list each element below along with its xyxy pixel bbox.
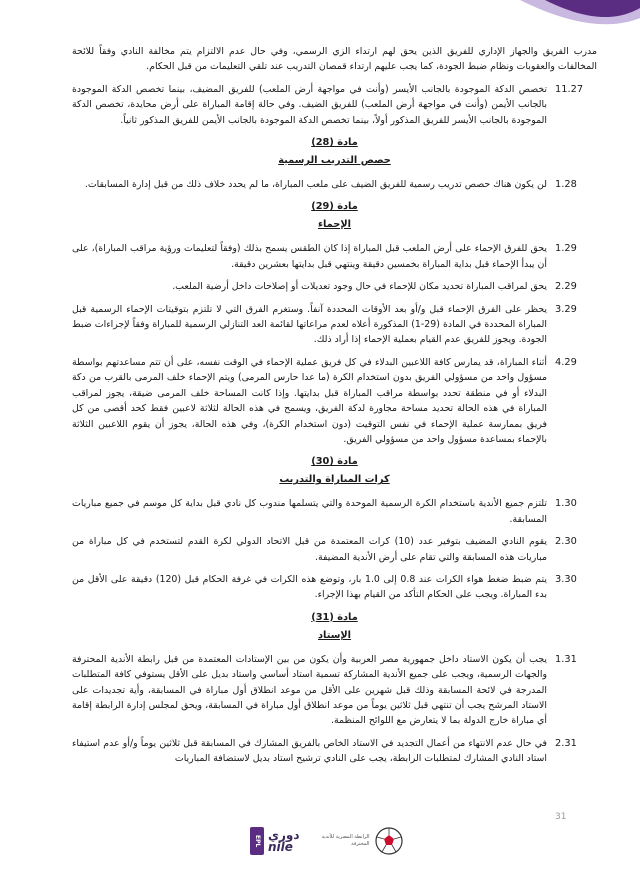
clause-text: في حال عدم الانتهاء من أعمال التجديد في الاستاد الخاص بالفريق المشارك في المسابقة قبل ثلاثين يوماً و/أو عدم استيفاء استاد النادي المشارك لمتطلبات الرابطة، يجب على النادي ترشيح استاد بديل لاستضافة المباريات [72, 737, 547, 765]
clause [72, 652, 597, 729]
clause [72, 302, 597, 348]
document-body [72, 44, 597, 774]
clause-number: 2.31 [555, 737, 577, 749]
clause-text: يحق للفرق الإحماء على أرض الملعب قبل المباراة إذا كان الطقس يسمح بذلك (وفقاً لتعليمات ورؤية مراقب المباراة)، على أن يبدأ الإحماء قبل بداية المباراة بخمسين دقيقة وينتهي قبل بدايتها بعشرين دقيقة. [72, 243, 547, 270]
clause-text: تخصص الدكة الموجودة بالجانب الأيسر (وأنت في مواجهة أرض الملعب) للفريق المضيف، بينما تخصص الدكة الموجودة بالجانب الأيمن (وأنت في مواجهة أرض الملعب) للفريق الضيف. وفي حالة إقامة المباراة على أرض محايدة، تخصص الدكة الموجودة بالجانب الأيسر للفريق المذكور أولاً، بينما تخصص الدكة الموجودة بالجانب الأيمن للفريق المذكور ثانياً. [72, 83, 547, 126]
article-heading: مادة (28) [311, 137, 358, 149]
clause [72, 241, 597, 272]
clause-number: 2.29 [555, 281, 577, 293]
clause-text: يقوم النادي المضيف بتوفير عدد (10) كرات المعتمدة من قبل الاتحاد الدولي لكرة القدم لتستخدم في كل مباراة من مباريات هذه المسابقة والتي تقام على أرض الأندية المضيفة. [72, 536, 548, 563]
clause-text: يحظر على الفرق الإحماء قبل و/أو بعد الأوقات المحددة آنفاً. وستغرم الفرق التي لا تلتزم بتوقيتات الإحماء الرسمية قبل المباراة المحددة في المادة (29-1) المذكورة أعلاه لعدم مراعاتها لقائمة العد التنازلي الرسمية للمباراة وفقاً لإجراءات ضبط الجودة. ويجوز للفريق عدم القيام بعملية الإحماء إذا أراد ذلك. [72, 303, 547, 346]
clause-text: يحق لمراقب المباراة تحديد مكان للإحماء في حال وجود تعديلات أو إصلاحات داخل أرضية الملعب. [172, 281, 547, 293]
footer-logos [250, 826, 404, 856]
page-number: 31 [555, 812, 567, 822]
clause [72, 82, 597, 128]
clause-number: 1.30 [555, 498, 577, 510]
clause-text: أثناء المباراة، قد يمارس كافة اللاعبين البدلاء في كل فريق عملية الإحماء في الوقت نفسه، على أن تتم مساعدتهم بواسطة مسؤول واحد من مسؤولي الفريق بدون استخدام الكرة (ما عدا حارس المرمى) ويتم الإحماء خلف المرمى بالقرب من دكة البدلاء أو في منطقة تحدد بواسطة مراقب المباراة قبل بدايتها. وإذا كانت المساحة خلف المرمى ضيقة، يجوز لمراقب المباراة في هذه الحالة تحديد مساحة مجاورة لدكة الفريق، ويسمح في هذه الحالة لثلاثة لاعبين فقط كحد أقصى من كل فريق بممارسة عملية الإحماء في نفس التوقيت (دون استخدام الكرة)، وفي هذه الحالة، يجوز أن يقوم اللاعبين الثلاثة بالإحماء بمساعدة مسؤول واحد من مسؤولي الفريق. [72, 356, 547, 445]
football-emblem-icon [374, 826, 404, 856]
league-name-arabic: دوري [268, 828, 300, 842]
clause-number: 11.27 [555, 83, 584, 95]
clause-number: 4.29 [555, 356, 577, 368]
clause-text: لن يكون هناك حصص تدريب رسمية للفريق الضيف على ملعب المباراة، ما لم يحدد خلاف ذلك من قبل إدارة المسابقات. [84, 179, 547, 191]
clause [72, 736, 597, 767]
article-title: الإستاد [318, 629, 351, 641]
intro-paragraph: مدرب الفريق والجهاز الإداري للفريق الذين يحق لهم ارتداء الزي الرسمي، وفي حال عدم الالتزام يتم مخالفة النادي وفقاً للائحة المخالفات والعقوبات ونظام ضبط الجودة، كما يجب عليهم ارتداء قمصان التدريب عند تلقي التعليمات من قبل الحكام. [72, 46, 597, 73]
league-badge: EPL [250, 827, 264, 855]
clause [72, 572, 597, 603]
league-logo [250, 827, 300, 855]
clause-text: تلتزم جميع الأندية باستخدام الكرة الرسمية الموحدة والتي يتسلمها مندوب كل نادي قبل بداية كل موسم في جميع مباريات المسابقة. [72, 498, 547, 525]
league-wordmark [268, 829, 300, 853]
clause-text: يجب أن يكون الاستاد داخل جمهورية مصر العربية وأن يكون من بين الإستادات المعتمدة من قبل رابطة الأندية المحترفة والجهات الرسمية، ويجب على جميع الأندية المشاركة تسمية استاد أساسي واستاد بديل على الأقل يستوفي كافة المتطلبات المدرجة في لائحة المسابقة وذلك قبل شهرين على الأقل من موعد انطلاق أول مباراة في المسابقة، وأية تجديدات على الاستاد المرشح يجب أن تنتهي قبل ثلاثين يوماً من موعد انطلاق أول مباراة في المسابقة، ويحق لمجلس إدارة الرابطة إقامة أي مباراة خارج الدولة بما لا يتعارض مع اللوائح المنظمة. [72, 653, 547, 727]
association-logo [314, 826, 404, 856]
association-name: الرابطة المصرية للأندية المحترفة [321, 834, 370, 847]
clause-number: 1.28 [555, 179, 577, 191]
clause-number: 1.29 [555, 243, 577, 255]
league-name-english: nile [268, 840, 293, 854]
clause-text: يتم ضبط ضغط هواء الكرات عند 0.8 إلى 1.0 بار، وتوضع هذه الكرات في غرفة الحكام قبل (120) دقيقة على الأقل من بدء المباراة. ويجب على الحكام التأكد من القيام بهذا الإجراء. [72, 573, 547, 601]
clause [72, 496, 597, 527]
clause-number: 2.30 [555, 536, 577, 548]
clause-number: 3.30 [555, 573, 577, 585]
clause [72, 534, 597, 565]
article-heading: مادة (29) [311, 201, 358, 213]
article-heading: مادة (30) [311, 456, 358, 468]
article-title: الإحماء [318, 219, 351, 231]
article-heading: مادة (31) [311, 611, 358, 623]
clause [72, 177, 597, 192]
clause-number: 3.29 [555, 303, 577, 315]
clause-number: 1.31 [555, 653, 577, 665]
clause [72, 355, 597, 447]
clause [72, 279, 597, 294]
article-title: كرات المباراة والتدريب [279, 474, 390, 486]
article-title: حصص التدريب الرسمية [278, 155, 391, 167]
